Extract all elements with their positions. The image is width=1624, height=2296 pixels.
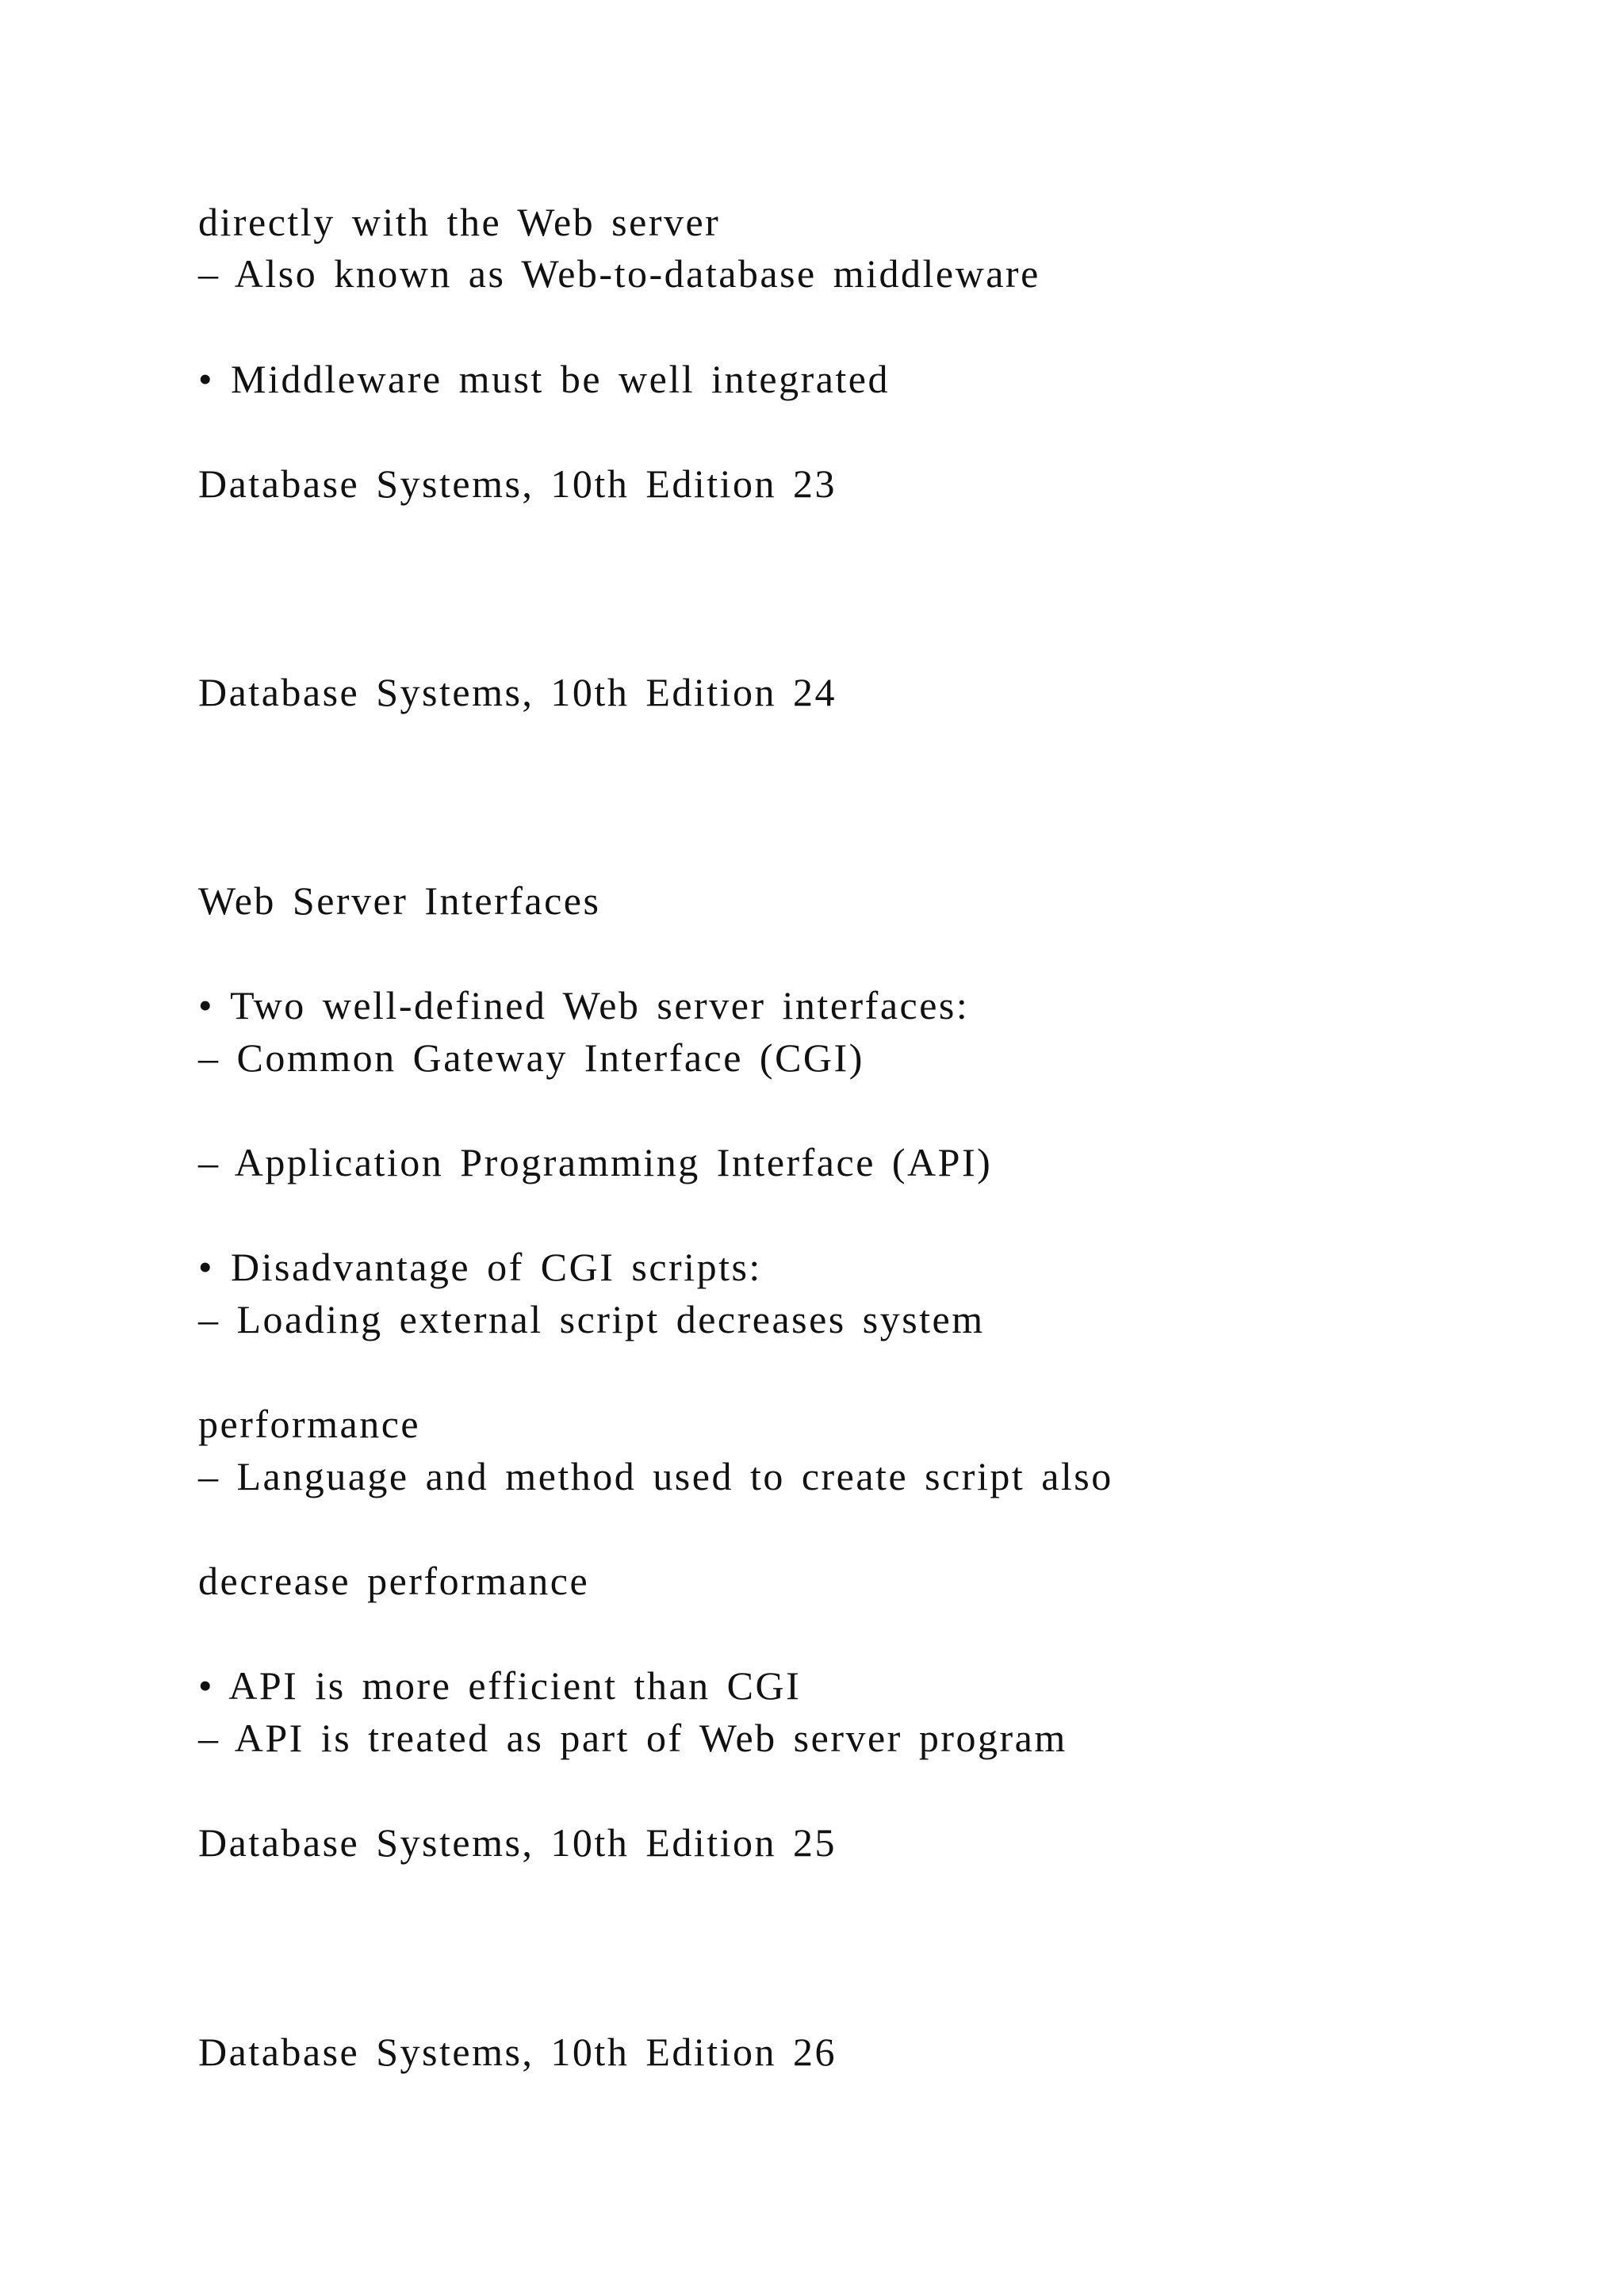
text-line: decrease performance xyxy=(198,1559,590,1603)
text-line: – Common Gateway Interface (CGI) xyxy=(198,1035,864,1080)
text-line: – Loading external script decreases system xyxy=(198,1297,985,1341)
bullet-line: • API is more efficient than CGI xyxy=(198,1663,802,1708)
slide-footer: Database Systems, 10th Edition 26 xyxy=(198,2030,837,2074)
bullet-line: • Disadvantage of CGI scripts: xyxy=(198,1245,762,1289)
text-line: – API is treated as part of Web server program xyxy=(198,1716,1067,1760)
text-line: performance xyxy=(198,1402,421,1446)
slide-footer: Database Systems, 10th Edition 23 xyxy=(198,461,837,506)
slide-footer: Database Systems, 10th Edition 25 xyxy=(198,1820,837,1865)
slide-footer: Database Systems, 10th Edition 24 xyxy=(198,670,837,714)
slide-heading: Web Server Interfaces xyxy=(198,878,601,923)
text-line: directly with the Web server xyxy=(198,200,721,244)
text-line: – Application Programming Interface (API) xyxy=(198,1140,993,1184)
text-line: – Language and method used to create script also xyxy=(198,1454,1113,1498)
bullet-line: • Middleware must be well integrated xyxy=(198,357,891,401)
text-line: – Also known as Web-to-database middleware xyxy=(198,251,1040,296)
bullet-line: • Two well-defined Web server interfaces: xyxy=(198,983,970,1027)
